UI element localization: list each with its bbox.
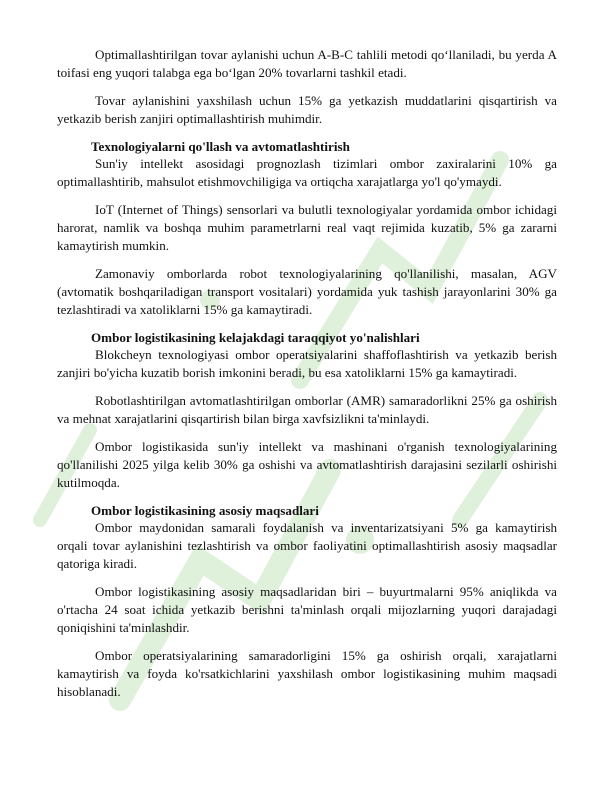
paragraph: Optimallashtirilgan tovar aylanishi uchun A-B-C tahlili metodi qo‘llaniladi, bu yerda A toifasi eng yuqori talabga ega bo‘lgan 20% tovarlarni tashkil etadi. — [57, 47, 557, 80]
paragraph: Ombor operatsiyalarining samaradorligini 15% ga oshirish orqali, xarajatlarni kamaytirish va foyda ko'rsatkichlarini yaxshilash ombor logistikasining muhim maqsadi hisoblanadi. — [57, 648, 557, 699]
paragraph: Ombor maydonidan samarali foydalanish va inventarizatsiyani 5% ga kamaytirish orqali tovar aylanishini tezlashtirish va ombor faoliyatini optimallashtirish asosiy maqsadlar qatoriga kiradi. — [57, 520, 557, 571]
paragraph: Robotlashtirilgan avtomatlashtirilgan omborlar (AMR) samaradorlikni 25% ga oshirish va mehnat xarajatlarini qisqartirish bilan birga xavfsizlikni ta'minlaydi. — [57, 393, 557, 426]
section-heading: Texnologiyalarni qo'llash va avtomatlashtirish — [91, 139, 350, 154]
paragraph: Ombor logistikasida sun'iy intellekt va mashinani o'rganish texnologiyalarining qo'llanilishi 2025 yilga kelib 30% ga oshishi va avtomatlashtirish darajasini sezilarli oshirishi kutilmoqda. — [57, 439, 557, 490]
section-heading: Ombor logistikasining asosiy maqsadlari — [91, 503, 319, 518]
paragraph: Sun'iy intellekt asosidagi prognozlash tizimlari ombor zaxiralarini 10% ga optimallashtirib, mahsulot etishmovchiligiga va ortiqcha xarajatlarga yo'l qo'ymaydi. — [57, 156, 557, 189]
paragraph: Zamonaviy omborlarda robot texnologiyalarining qo'llanilishi, masalan, AGV (avtomatik boshqariladigan transport vositalari) yordamida yuk tashish jarayonlarini 30% ga tezlashtiradi va xatoliklarni 15% ga kamaytiradi. — [57, 266, 557, 317]
paragraph: Blokcheyn texnologiyasi ombor operatsiyalarini shaffoflashtirish va yetkazib berish zanjiri bo'yicha kuzatib borish imkonini beradi, bu esa xatoliklarni 15% ga kamaytiradi. — [57, 347, 557, 380]
section-heading: Ombor logistikasining kelajakdagi taraqqiyot yo'nalishlari — [91, 330, 420, 345]
paragraph: IoT (Internet of Things) sensorlari va bulutli texnologiyalar yordamida ombor ichidagi harorat, namlik va boshqa muhim parametrlarni real vaqt rejimida kuzatib, 5% ga zararni kamaytirish mumkin. — [57, 202, 557, 253]
paragraph: Tovar aylanishini yaxshilash uchun 15% ga yetkazish muddatlarini qisqartirish va yetkazib berish zanjiri optimallashtirish muhimdir. — [57, 93, 557, 126]
paragraph: Ombor logistikasining asosiy maqsadlaridan biri – buyurtmalarni 95% aniqlikda va o'rtacha 24 soat ichida yetkazib berishni ta'minlash orqali mijozlarning yuqori darajadagi qoniqishini ta'minlashdir. — [57, 584, 557, 635]
document-body — [57, 46, 557, 711]
